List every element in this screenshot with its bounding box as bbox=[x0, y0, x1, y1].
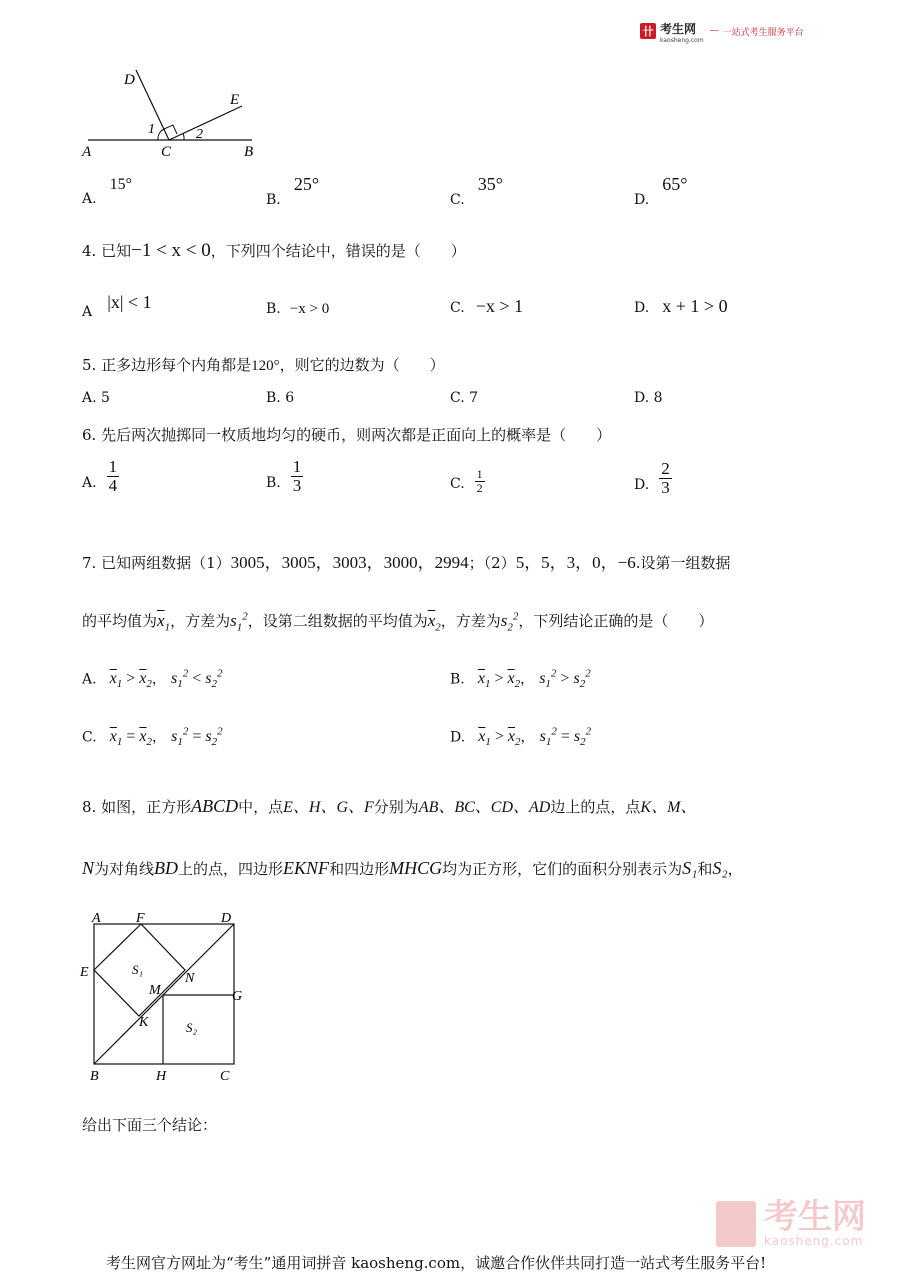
q7-option-d[interactable]: D. $\overline{x}_1 > \overline{x}_2$， $s_1^2 = s_2^2$ bbox=[450, 726, 592, 749]
q4-option-a[interactable]: A |x| < 1 bbox=[82, 292, 152, 320]
q7-option-c[interactable]: C. $\overline{x}_1 = \overline{x}_2$， $s_1^2 = s_2^2$ bbox=[82, 726, 223, 749]
q5-option-c[interactable]: C. 7 bbox=[450, 390, 479, 406]
q4-option-b[interactable]: B. −x > 0 bbox=[266, 301, 330, 317]
q6-stem: 6. 先后两次抛掷同一枚质地均匀的硬币，则两次都是正面向上的概率是（ ） bbox=[82, 426, 612, 444]
fig3-label-e: E bbox=[230, 92, 240, 108]
q3-option-d[interactable]: D. 65° bbox=[634, 174, 688, 208]
logo-domain: kaosheng.com bbox=[660, 37, 704, 44]
fig8-label-a: A bbox=[92, 911, 101, 926]
fig3-angle-2: 2 bbox=[196, 127, 203, 142]
fig8-label-s1: S₁ bbox=[132, 962, 144, 977]
fig3-label-a: A bbox=[82, 144, 92, 160]
q6-option-a[interactable]: A. $\frac{1}{4}$ bbox=[82, 457, 118, 495]
fig3-label-d: D bbox=[124, 72, 135, 88]
q3-option-a[interactable]: A. 15° bbox=[82, 176, 133, 207]
q4-stem: 4. 已知−1 < x < 0，下列四个结论中，错误的是（ ） bbox=[82, 240, 466, 261]
fig8-label-g: G bbox=[232, 989, 243, 1004]
fig8-label-b: B bbox=[90, 1069, 99, 1082]
watermark: 考生网 kaosheng.com bbox=[716, 1200, 866, 1248]
fig8-label-k: K bbox=[139, 1015, 149, 1030]
q4-option-c[interactable]: C. −x > 1 bbox=[450, 296, 524, 316]
q7-stem-line1: 7. 已知两组数据（1）3005，3005，3003，3000，2994；（2）5，5，3，0，−6.设第一组数据 bbox=[82, 553, 731, 572]
fig3-label-c: C bbox=[161, 144, 172, 160]
header-logo: 卄 考生网 kaosheng.com — 一站式考生服务平台 bbox=[640, 18, 804, 44]
fig3-angle-1: 1 bbox=[148, 122, 155, 137]
q7-option-b[interactable]: B. $\overline{x}_1 > \overline{x}_2$， $s_1^2 > s_2^2$ bbox=[450, 668, 591, 691]
q4-condition: −1 < x < 0 bbox=[131, 240, 211, 261]
q8-conclusion-intro: 给出下面三个结论： bbox=[82, 1116, 218, 1134]
logo-brand: 考生网 bbox=[660, 22, 697, 36]
q8-stem-line2: N为对角线BD上的点，四边形EKNF和四边形MHCG均为正方形，它们的面积分别表示为S₁和S₂， bbox=[82, 858, 743, 878]
fig3-label-b: B bbox=[244, 144, 254, 160]
fig8-label-d: D bbox=[221, 911, 232, 926]
q3-option-c[interactable]: C. 35° bbox=[450, 174, 503, 208]
footer-text: 考生网官方网址为“考生”通用词拼音 kaosheng.com，诚邀合作伙伴共同打造一站式考生服务平台! bbox=[106, 1254, 767, 1272]
q5-stem: 5. 正多边形每个内角都是120°，则它的边数为（ ） bbox=[82, 356, 445, 374]
q8-stem-line1: 8. 如图，正方形ABCD中，点E、H、G、F分别为AB、BC、CD、AD边上的点，点K、M、 bbox=[82, 796, 697, 816]
fig8-label-s2: S₂ bbox=[186, 1020, 198, 1035]
q5-option-a[interactable]: A. 5 bbox=[82, 390, 110, 406]
q7-stem-line2: 的平均值为$\overline{x}_1$，方差为$s_1^2$，设第二组数据的平均值为$\overline{x}_2$，方差为$s_2^2$，下列结论正确的是（ ） bbox=[82, 610, 714, 634]
header-slogan: 一站式考生服务平台 bbox=[722, 27, 804, 38]
fig8-label-n: N bbox=[185, 971, 195, 986]
logo-mark-icon: 卄 bbox=[640, 23, 656, 39]
fig8-label-e: E bbox=[80, 965, 89, 980]
q6-option-b[interactable]: B. $\frac{1}{3}$ bbox=[266, 457, 302, 495]
watermark-logo-icon bbox=[716, 1201, 756, 1247]
q5-option-b[interactable]: B. 6 bbox=[266, 390, 295, 406]
q3-angle-figure bbox=[80, 62, 270, 162]
q8-square-figure bbox=[78, 906, 258, 1082]
q6-option-c[interactable]: C. $\frac{1}{2}$ bbox=[450, 467, 483, 495]
q5-option-d[interactable]: D. 8 bbox=[634, 390, 663, 406]
q6-option-d[interactable]: D. $\frac{2}{3}$ bbox=[634, 459, 670, 497]
fig8-label-f: F bbox=[136, 911, 145, 926]
fig8-label-c: C bbox=[220, 1069, 230, 1082]
q3-option-b[interactable]: B. 25° bbox=[266, 174, 320, 208]
fig8-label-m: M bbox=[149, 983, 161, 998]
q7-option-a[interactable]: A. $\overline{x}_1 > \overline{x}_2$， $s_1^2 < s_2^2$ bbox=[82, 668, 223, 691]
fig8-label-h: H bbox=[156, 1069, 167, 1082]
q4-option-d[interactable]: D. x + 1 > 0 bbox=[634, 296, 728, 316]
